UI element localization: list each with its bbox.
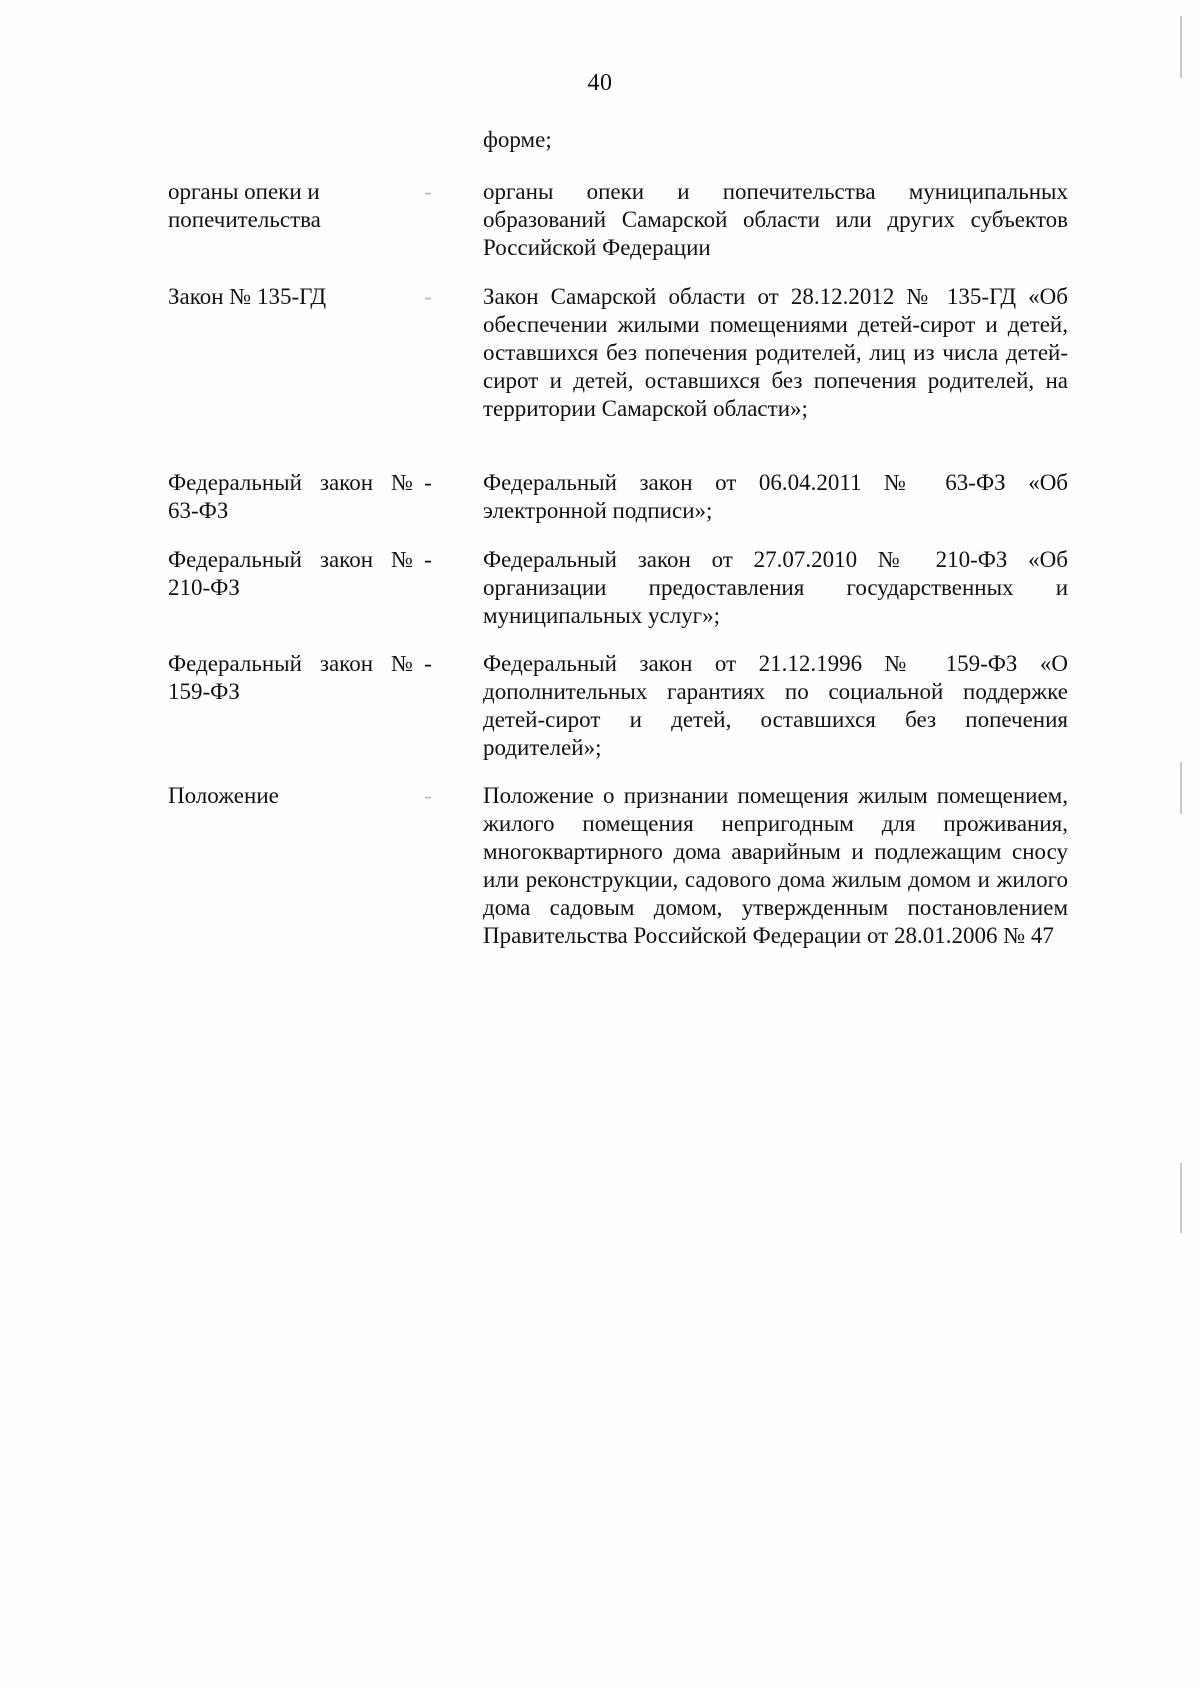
entry-dash: - <box>424 179 432 204</box>
entry-term: Федеральный закон № 63-ФЗ <box>168 470 413 523</box>
scan-edge-mark <box>1180 762 1182 814</box>
entry-dash: - <box>424 547 432 572</box>
entry-definition: Положение о признании помещения жилым помещением, жилого помещения непригодным для проживания, многоквартирного дома аварийным и подлежащим сносу или реконструкции, садового дома жилым домом и жилого дома садовым домом, утвержденным постановлением Правительства Российской Федерации от 28.01.2006 № 47 <box>483 783 1068 948</box>
entry-definition: органы опеки и попечительства муниципальных образований Самарской области или других субъектов Российской Федерации <box>483 179 1068 260</box>
page-number: 40 <box>587 70 613 96</box>
entry-term: органы опеки и попечительства <box>168 179 321 232</box>
entry-term: Федеральный закон № 159-ФЗ <box>168 651 413 704</box>
entry-definition: Закон Самарской области от 28.12.2012 № 135-ГД «Об обеспечении жилыми помещениями детей-сирот и детей, оставшихся без попечения родителей, лиц из числа детей-сирот и детей, оставшихся без попечения родителей, на территории Самарской области»; <box>483 284 1068 421</box>
entry-term: Закон № 135-ГД <box>168 284 327 309</box>
scan-edge-mark <box>1180 1163 1182 1233</box>
continuation-text: форме; <box>483 127 552 152</box>
scan-edge-mark <box>1180 16 1182 78</box>
entry-term: Положение <box>168 783 279 808</box>
entry-dash: - <box>424 284 432 309</box>
entry-definition: Федеральный закон от 27.07.2010 № 210-ФЗ «Об организации предоставления государственных и муниципальных услуг»; <box>483 547 1068 628</box>
entry-dash: - <box>424 651 432 676</box>
entry-definition: Федеральный закон от 06.04.2011 № 63-ФЗ «Об электронной подписи»; <box>483 470 1068 523</box>
entry-dash: - <box>424 470 432 495</box>
entry-dash: - <box>424 783 432 808</box>
entry-definition: Федеральный закон от 21.12.1996 № 159-ФЗ «О дополнительных гарантиях по социальной поддержке детей-сирот и детей, оставшихся без попечения родителей»; <box>483 651 1068 760</box>
entry-term: Федеральный закон № 210-ФЗ <box>168 547 413 600</box>
